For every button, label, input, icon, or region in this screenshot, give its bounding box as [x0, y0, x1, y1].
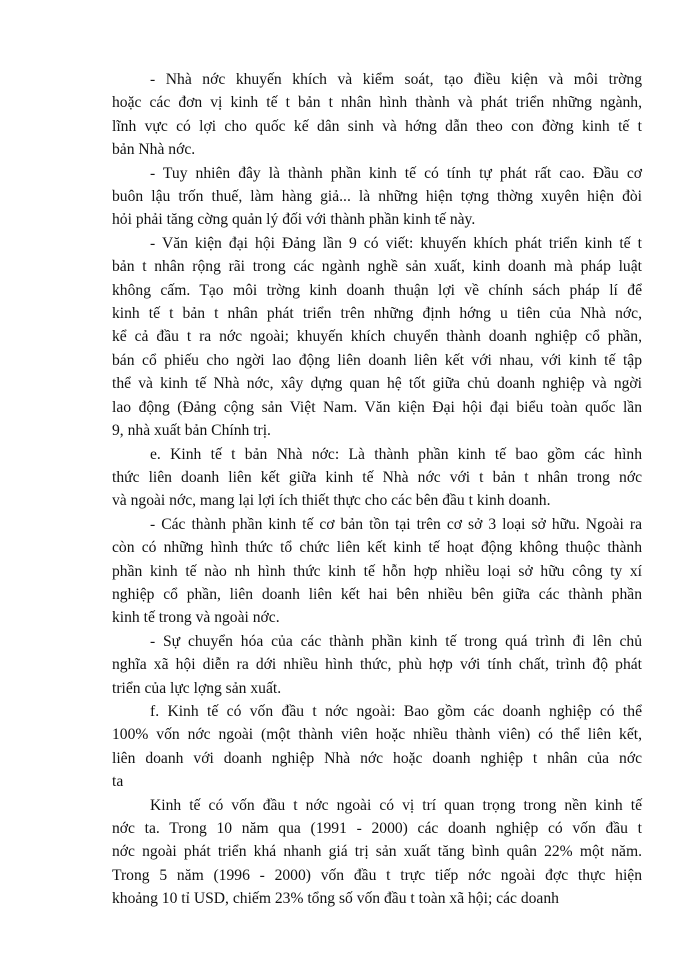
text-line: khoảng 10 tỉ USD, chiếm 23% tổng số vốn đầu t toàn xã hội; các doanh	[112, 890, 559, 908]
text-line: - Sự chuyển hóa của các thành phần kinh tế trong quá trình đi lên chủ	[150, 632, 642, 650]
text-line: bản Nhà nớc.	[112, 141, 196, 159]
text-line: e. Kinh tế t bản Nhà nớc: Là thành phần kinh tế bao gồm các hình	[150, 445, 642, 463]
text-line: hỏi phải tăng cờng quản lý đối với thành phần kinh tế này.	[112, 211, 476, 229]
text-line: - Tuy nhiên đây là thành phần kinh tế có tính tự phát rất cao. Đầu cơ	[150, 164, 642, 182]
text-line: kinh tế trong và ngoài nớc.	[112, 609, 280, 627]
text-line: còn có những hình thức tổ chức liên kết kinh tế hoạt động không thuộc thành	[112, 539, 642, 557]
text-line: nghiệp cổ phần, liên doanh liên kết hai bên nhiều bên giữa các thành phần	[112, 585, 642, 603]
text-line: và ngoài nớc, mang lại lợi ích thiết thực cho các bên đầu t kinh doanh.	[112, 492, 551, 510]
text-line: - Nhà nớc khuyến khích và kiểm soát, tạo điều kiện và môi trờng	[150, 71, 642, 88]
text-line: lĩnh vực có lợi cho quốc kế dân sinh và hớng dẫn theo con đờng kinh tế t	[112, 117, 642, 135]
text-line: - Các thành phần kinh tế cơ bản tồn tại trên cơ sở 3 loại sở hữu. Ngoài ra	[150, 515, 642, 533]
paragraph-p7	[112, 700, 642, 794]
text-line: kinh tế t bản t nhân phát triển trên những định hớng u tiên của Nhà nớc,	[112, 305, 642, 323]
text-line: nghĩa xã hội diễn ra dới nhiều hình thức, phù hợp với tính chất, trình độ phát	[112, 656, 642, 674]
text-line: nớc ta. Trong 10 năm qua (1991 - 2000) các doanh nghiệp có vốn đầu t	[112, 820, 642, 837]
text-line: 9, nhà xuất bản Chính trị.	[112, 422, 271, 440]
text-line: buôn lậu trốn thuế, làm hàng giả... là những hiện tợng thờng xuyên hiện đòi	[112, 188, 642, 206]
text-line: thức liên doanh liên kết giữa kinh tế Nhà nớc với t bản t nhân trong nớc	[112, 468, 642, 486]
text-line: bản t nhân rộng rãi trong các ngành nghề sản xuất, kinh doanh mà pháp luật	[112, 258, 642, 276]
text-line: kể cả đầu t ra nớc ngoài; khuyến khích chuyển thành doanh nghiệp cổ phần,	[112, 328, 642, 346]
text-line: nớc ngoài phát triển khá nhanh giá trị sản xuất tăng bình quân 22% một năm.	[112, 843, 642, 861]
paragraph-p8	[112, 794, 642, 911]
paragraph-p5	[112, 513, 642, 630]
text-line: lao động (Đảng cộng sản Việt Nam. Văn kiện Đại hội đại biểu toàn quốc lần	[112, 398, 642, 416]
text-line: Trong 5 năm (1996 - 2000) vốn đầu t trực tiếp nớc ngoài đợc thực hiện	[112, 866, 642, 884]
text-line: 100% vốn nớc ngoài (một thành viên hoặc nhiều thành viên) có thể liên kết,	[112, 726, 642, 744]
text-line: liên doanh với doanh nghiệp Nhà nớc hoặc doanh nghiệp t nhân của nớc	[112, 749, 642, 767]
text-line: không cấm. Tạo môi trờng kinh doanh thuận lợi về chính sách pháp lí để	[112, 281, 642, 299]
text-line: - Văn kiện đại hội Đảng lần 9 có viết: khuyến khích phát triển kinh tế t	[150, 234, 642, 252]
text-line: triển của lực lợng sản xuất.	[112, 679, 282, 697]
paragraph-p4	[112, 443, 642, 513]
text-line: Kinh tế có vốn đầu t nớc ngoài có vị trí quan trọng trong nền kinh tế	[150, 796, 642, 814]
paragraph-p3	[112, 232, 642, 443]
paragraph-p6	[112, 630, 642, 700]
paragraph-p1	[112, 68, 642, 162]
text-line: hoặc các đơn vị kinh tế t bản t nhân hình thành và phát triển những ngành,	[112, 94, 642, 112]
text-line: phần kinh tế nào nh hình thức kinh tế hỗn hợp nhiều loại sở hữu công ty xí	[112, 562, 642, 580]
text-line: ta	[112, 773, 124, 791]
document-body	[112, 68, 642, 911]
text-line: thể và kinh tế Nhà nớc, xây dựng quan hệ tốt giữa chủ doanh nghiệp và ngời	[112, 375, 642, 393]
paragraph-p2	[112, 162, 642, 232]
text-line: bán cổ phiếu cho ngời lao động liên doanh liên kết với nhau, với kinh tế tập	[112, 351, 642, 369]
text-line: f. Kinh tế có vốn đầu t nớc ngoài: Bao gồm các doanh nghiệp có thể	[150, 702, 642, 720]
